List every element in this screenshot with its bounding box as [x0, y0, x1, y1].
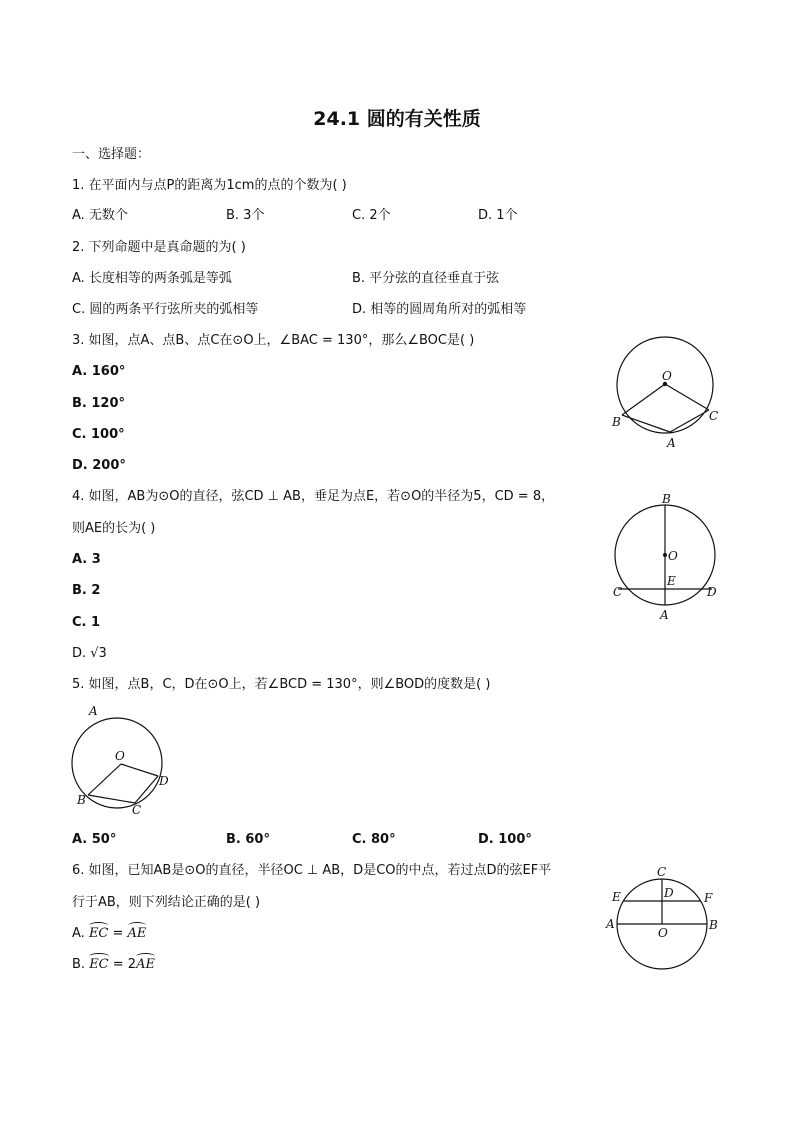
label-o: O: [658, 926, 668, 940]
question-1-option-d: D. 1个: [478, 208, 518, 223]
option-a-equals: =: [108, 926, 128, 941]
label-c: C: [657, 865, 667, 879]
question-4-stem-line2: 则AE的长为( ): [72, 521, 156, 536]
label-d: D: [707, 585, 717, 599]
question-3-option-a: A. 160°: [72, 364, 126, 379]
question-2-option-b: B. 平分弦的直径垂直于弦: [352, 271, 500, 286]
segment-od: [121, 764, 158, 776]
option-b-equals: = 2: [108, 957, 137, 972]
question-3-option-d: D. 200°: [72, 458, 126, 473]
arc-ae: AE: [127, 926, 147, 941]
label-d: D: [159, 774, 169, 788]
question-5-stem: 5. 如图，点B，C，D在⊙O上，若∠BCD = 130°，则∠BOD的度数是( ): [72, 677, 491, 692]
question-5-figure: [65, 703, 180, 818]
question-3-option-b: B. 120°: [72, 396, 126, 411]
label-o: O: [662, 369, 672, 383]
question-4-stem-line1: 4. 如图，AB为⊙O的直径，弦CD ⊥ AB，垂足为点E，若⊙O的半径为5，CD = 8，: [72, 489, 555, 504]
label-e: E: [667, 574, 676, 588]
label-c: C: [132, 803, 142, 817]
section-heading: 一、选择题：: [72, 147, 151, 162]
question-6-option-b: [72, 956, 155, 974]
question-1-option-a: A. 无数个: [72, 208, 128, 223]
question-6-option-a: [72, 925, 146, 943]
question-1-option-b: B. 3个: [226, 208, 265, 223]
question-4-option-b: B. 2: [72, 583, 101, 598]
page-title: 24.1 圆的有关性质: [313, 108, 481, 130]
question-3-stem: 3. 如图，点A、点B、点C在⊙O上，∠BAC = 130°，那么∠BOC是( ): [72, 333, 475, 348]
label-a: A: [89, 704, 98, 718]
label-c: C: [709, 409, 719, 423]
question-4-option-d: D. √3: [72, 646, 107, 661]
question-2-stem: 2. 下列命题中是真命题的为( ): [72, 240, 246, 255]
segment-ob: [622, 384, 665, 415]
segment-oc: [665, 384, 709, 410]
question-4-option-a: A. 3: [72, 552, 101, 567]
segment-cd: [135, 776, 158, 803]
center-point: [663, 553, 667, 557]
label-b: B: [662, 492, 671, 506]
question-1-option-c: C. 2个: [352, 208, 391, 223]
segment-ob: [88, 764, 121, 795]
question-2-option-c: C. 圆的两条平行弦所夹的弧相等: [72, 302, 259, 317]
label-a: A: [667, 436, 676, 450]
arc-ec: EC: [88, 926, 109, 941]
label-b: B: [709, 918, 718, 932]
question-4-option-c: C. 1: [72, 615, 101, 630]
label-b: B: [612, 415, 621, 429]
label-a: A: [660, 608, 669, 622]
arc-ae: AE: [136, 957, 155, 972]
arc-ec: EC: [89, 957, 109, 972]
label-c: C: [613, 585, 623, 599]
question-2-option-d: D. 相等的圆周角所对的弧相等: [352, 302, 527, 317]
option-a-prefix: A.: [72, 926, 89, 941]
question-3-figure: [605, 330, 735, 455]
label-a: A: [606, 917, 615, 931]
question-5-option-c: C. 80°: [352, 832, 396, 847]
question-1-stem: 1. 在平面内与点P的距离为1cm的点的个数为( ): [72, 178, 347, 193]
option-b-prefix: B.: [72, 957, 90, 972]
label-b: B: [77, 793, 86, 807]
question-4-figure: [605, 488, 735, 623]
question-6-figure: [600, 862, 730, 972]
label-d: D: [664, 886, 674, 900]
question-5-option-a: A. 50°: [72, 832, 117, 847]
question-2-option-a: A. 长度相等的两条弧是等弧: [72, 271, 232, 286]
question-5-option-b: B. 60°: [226, 832, 270, 847]
question-6-stem-line2: 行于AB，则下列结论正确的是( ): [72, 895, 261, 910]
label-o: O: [115, 749, 125, 763]
label-e: E: [612, 890, 621, 904]
question-6-stem-line1: 6. 如图，已知AB是⊙O的直径，半径OC ⊥ AB，D是CO的中点，若过点D的弦EF平: [72, 863, 552, 878]
question-3-option-c: C. 100°: [72, 427, 125, 442]
question-5-option-d: D. 100°: [478, 832, 532, 847]
label-f: F: [704, 891, 713, 905]
segment-ac: [670, 410, 709, 432]
label-o: O: [668, 549, 678, 563]
